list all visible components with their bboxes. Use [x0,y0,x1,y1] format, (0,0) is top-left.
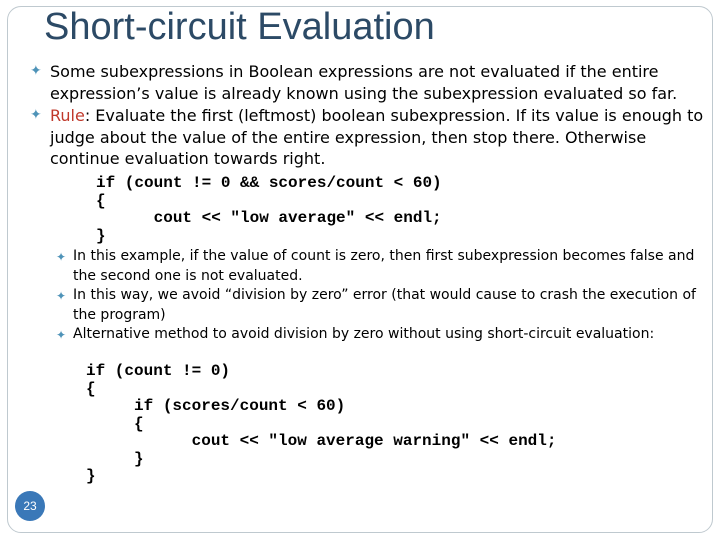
bullet-icon: ✦ [56,328,67,342]
bullet-icon: ✦ [30,107,42,123]
slide-title: Short-circuit Evaluation [44,6,435,48]
bullet-2 [30,105,710,170]
bullet-icon: ✦ [56,289,67,303]
rule-label: Rule [50,106,85,125]
code-example-2: if (count != 0) { if (scores/count < 60) { cout << "low average warning" << endl; } } [86,362,557,485]
sub-bullet-2-text: In this way, we avoid “division by zero” error (that would cause to crash the execution of the program) [73,287,696,323]
sub-bullet-2 [56,286,706,325]
sub-bullet-1-text: In this example, if the value of count is zero, then first subexpression becomes false and the second one is not evaluated. [73,248,695,284]
sub-bullet-3-text: Alternative method to avoid division by zero without using short-circuit evaluation: [73,326,655,342]
bullet-1-text: Some subexpressions in Boolean expressions are not evaluated if the entire expression’s value is already known using the subexpression evaluated so far. [50,62,678,103]
sub-bullet-3 [56,325,706,345]
bullet-2-text: : Evaluate the first (leftmost) boolean subexpression. If its value is enough to judge about the value of the entire expression, then stop there. Otherwise continue evaluation towards right. [50,106,704,168]
bullet-icon: ✦ [30,63,42,79]
code-example-1: if (count != 0 && scores/count < 60) { cout << "low average" << endl; } [96,174,442,245]
sub-bullet-1 [56,247,706,286]
page-number-badge: 23 [15,491,45,521]
bullet-1 [30,61,710,104]
bullet-icon: ✦ [56,250,67,264]
